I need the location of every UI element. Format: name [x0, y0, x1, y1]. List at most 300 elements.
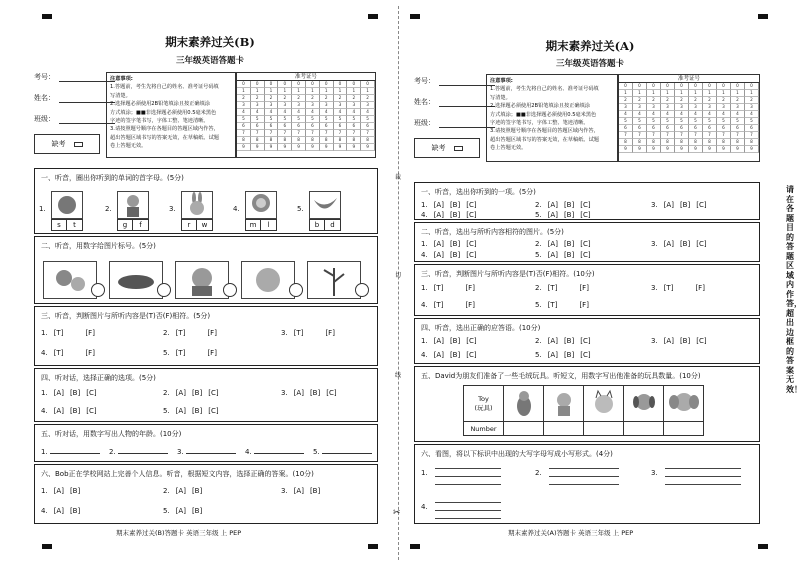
digit-bubble[interactable]: 4 — [306, 109, 320, 116]
digit-bubble[interactable]: 3 — [731, 104, 745, 111]
digit-bubble[interactable]: 9 — [619, 146, 633, 153]
digit-bubble[interactable]: 6 — [745, 125, 759, 132]
digit-bubble[interactable]: 0 — [633, 83, 647, 90]
notes-box: 注意事项: 1.答题前，考生先将自己的姓名、准考证号码填 写清楚。 2.选择题必须使用2B铅笔填涂且按正确填涂 方式填涂；■■非选择题必须使用0.5毫米黑色 字迹的签字笔书写，字体工整、笔迹清晰。 3.请按照题号顺序在各题目的答题区域内作答， 超出答题区域书写的答案无效，在草稿纸、试题 卷上答题无效。 — [486, 74, 618, 162]
digit-bubble[interactable]: 2 — [703, 97, 717, 104]
digit-bubble[interactable]: 3 — [320, 102, 334, 109]
digit-bubble[interactable]: 7 — [745, 132, 759, 139]
digit-bubble[interactable]: 7 — [675, 132, 689, 139]
abc-option[interactable]: 5. [A] [B] [C] — [535, 211, 591, 219]
digit-bubble[interactable]: 2 — [619, 97, 633, 104]
exam-no-field[interactable]: 考号： — [414, 76, 495, 86]
digit-bubble[interactable]: 8 — [278, 137, 292, 144]
digit-bubble[interactable]: 8 — [306, 137, 320, 144]
digit-bubble[interactable]: 3 — [361, 102, 375, 109]
digit-bubble[interactable]: 1 — [731, 90, 745, 97]
number-cell[interactable] — [504, 422, 544, 436]
digit-bubble[interactable]: 9 — [278, 144, 292, 151]
digit-bubble[interactable]: 6 — [689, 125, 703, 132]
digit-bubble[interactable]: 3 — [647, 104, 661, 111]
digit-bubble[interactable]: 2 — [251, 95, 265, 102]
digit-bubble[interactable]: 4 — [745, 111, 759, 118]
digit-bubble[interactable]: 7 — [633, 132, 647, 139]
digit-bubble[interactable]: 0 — [675, 83, 689, 90]
abc-option[interactable]: 4. [A] [B] [C] — [421, 351, 477, 359]
abc-option[interactable]: 1. [A] [B] [C] — [421, 337, 477, 345]
ab-option[interactable]: 3. [A] [B] — [281, 487, 321, 495]
digit-bubble[interactable]: 3 — [619, 104, 633, 111]
digit-bubble[interactable]: 0 — [251, 81, 265, 88]
digit-bubble[interactable]: 7 — [619, 132, 633, 139]
digit-bubble[interactable]: 5 — [675, 118, 689, 125]
digit-bubble[interactable]: 6 — [292, 123, 306, 130]
digit-bubble[interactable]: 2 — [717, 97, 731, 104]
digit-bubble[interactable]: 8 — [731, 139, 745, 146]
digit-bubble[interactable]: 1 — [619, 90, 633, 97]
digit-bubble[interactable]: 4 — [717, 111, 731, 118]
digit-bubble[interactable]: 9 — [265, 144, 279, 151]
digit-bubble[interactable]: 8 — [292, 137, 306, 144]
digit-bubble[interactable]: 6 — [265, 123, 279, 130]
letter-choice[interactable]: r w — [181, 219, 213, 231]
section-1: 一、听音，选出你听到的一项。(5分) 1. [A] [B] [C] 2. [A] [B] [C] 3. [A] [B] [C] 4. [A] [B] [C] 5. [A] [B] [C] — [414, 182, 760, 220]
digit-bubble[interactable]: 2 — [292, 95, 306, 102]
abc-option[interactable]: 5. [A] [B] [C] — [535, 351, 591, 359]
digit-bubble[interactable]: 7 — [237, 130, 251, 137]
digit-bubble[interactable]: 9 — [731, 146, 745, 153]
letter-choice[interactable]: m l — [245, 219, 277, 231]
digit-bubble[interactable]: 4 — [237, 109, 251, 116]
digit-bubble[interactable]: 8 — [661, 139, 675, 146]
digit-bubble[interactable]: 8 — [647, 139, 661, 146]
digit-bubble[interactable]: 2 — [647, 97, 661, 104]
number-cell[interactable] — [624, 422, 664, 436]
digit-bubble[interactable]: 5 — [647, 118, 661, 125]
digit-bubble[interactable]: 9 — [306, 144, 320, 151]
digit-bubble[interactable]: 0 — [347, 81, 361, 88]
section-2: 二、听音，选出与所听内容相符的图片。(5分) 1. [A] [B] [C] 2. [A] [B] [C] 3. [A] [B] [C] 4. [A] [B] [C] 5. [A] [B] [C] — [414, 222, 760, 262]
digit-bubble[interactable]: 6 — [731, 125, 745, 132]
digit-bubble[interactable]: 4 — [334, 109, 348, 116]
digit-bubble[interactable]: 2 — [265, 95, 279, 102]
section-4: 四、听音，选出正确的应答语。(10分) 1. [A] [B] [C] 2. [A] [B] [C] 3. [A] [B] [C] 4. [A] [B] [C] 5. [A] [B] [C] — [414, 318, 760, 364]
digit-bubble[interactable]: 9 — [251, 144, 265, 151]
digit-bubble[interactable]: 4 — [647, 111, 661, 118]
digit-bubble[interactable]: 8 — [265, 137, 279, 144]
digit-bubble[interactable]: 0 — [292, 81, 306, 88]
rabbit-image — [181, 191, 213, 219]
number-cell[interactable] — [664, 422, 704, 436]
digit-bubble[interactable]: 0 — [647, 83, 661, 90]
plant-image — [307, 261, 361, 299]
elephant-toy-image — [664, 386, 704, 422]
abc-option[interactable]: 4. [A] [B] [C] — [41, 407, 97, 415]
cut-label: 裁 — [395, 174, 402, 181]
age-blank[interactable]: 2. — [109, 447, 168, 456]
tf-option[interactable]: 3. [T] [F] — [281, 329, 335, 337]
digit-bubble[interactable]: 0 — [361, 81, 375, 88]
tf-option[interactable]: 1. [T] [F] — [421, 284, 475, 292]
tf-option[interactable]: 5. [T] [F] — [163, 349, 217, 357]
digit-bubble[interactable]: 0 — [745, 83, 759, 90]
digit-bubbles[interactable] — [619, 83, 759, 153]
digit-bubble[interactable]: 2 — [661, 97, 675, 104]
section-4: 四、听对话，选择正确的选项。(5分) 1. [A] [B] [C] 2. [A] [B] [C] 3. [A] [B] [C] 4. [A] [B] [C] 5. [A] [B] [C] — [34, 368, 378, 422]
digit-bubble[interactable]: 2 — [675, 97, 689, 104]
digit-bubble[interactable]: 1 — [334, 88, 348, 95]
digit-bubble[interactable]: 4 — [619, 111, 633, 118]
digit-bubble[interactable]: 8 — [633, 139, 647, 146]
digit-bubble[interactable]: 7 — [278, 130, 292, 137]
digit-bubble[interactable]: 1 — [361, 88, 375, 95]
digit-bubble[interactable]: 8 — [237, 137, 251, 144]
age-blank[interactable]: 4. — [245, 447, 304, 456]
digit-bubble[interactable]: 2 — [731, 97, 745, 104]
digit-bubble[interactable]: 5 — [251, 116, 265, 123]
abc-option[interactable]: 2. [A] [B] [C] — [535, 337, 591, 345]
digit-bubble[interactable]: 3 — [306, 102, 320, 109]
digit-bubble[interactable]: 1 — [278, 88, 292, 95]
digit-bubble[interactable]: 6 — [675, 125, 689, 132]
digit-bubble[interactable]: 5 — [703, 118, 717, 125]
digit-bubble[interactable]: 4 — [361, 109, 375, 116]
bird-image — [241, 261, 295, 299]
digit-bubble[interactable]: 0 — [265, 81, 279, 88]
abc-option[interactable]: 2. [A] [B] [C] — [163, 389, 219, 397]
digit-bubble[interactable]: 3 — [661, 104, 675, 111]
digit-bubble[interactable]: 5 — [633, 118, 647, 125]
digit-bubble[interactable]: 7 — [717, 132, 731, 139]
abc-option[interactable]: 1. [A] [B] [C] — [41, 389, 97, 397]
digit-bubble[interactable]: 0 — [320, 81, 334, 88]
digit-bubble[interactable]: 2 — [745, 97, 759, 104]
answer-sheet-b — [0, 0, 400, 566]
digit-bubble[interactable]: 1 — [265, 88, 279, 95]
digit-bubble[interactable]: 5 — [361, 116, 375, 123]
digit-bubble[interactable]: 2 — [633, 97, 647, 104]
abc-option[interactable]: 5. [A] [B] [C] — [163, 407, 219, 415]
digit-bubble[interactable]: 0 — [278, 81, 292, 88]
digit-bubble[interactable]: 3 — [717, 104, 731, 111]
abc-option[interactable]: 1. [A] [B] [C] — [421, 240, 477, 248]
digit-bubble[interactable]: 9 — [647, 146, 661, 153]
writing-lines[interactable] — [435, 463, 501, 487]
answer-circle[interactable] — [355, 283, 369, 297]
tf-option[interactable]: 2. [T] [F] — [535, 284, 589, 292]
exam-no-field[interactable]: 考号： — [34, 72, 115, 82]
digit-bubble[interactable]: 9 — [320, 144, 334, 151]
abc-option[interactable]: 3. [A] [B] [C] — [281, 389, 337, 397]
ab-option[interactable]: 2. [A] [B] — [163, 487, 203, 495]
abc-option[interactable]: 3. [A] [B] [C] — [651, 337, 707, 345]
digit-bubble[interactable]: 3 — [251, 102, 265, 109]
tf-option[interactable]: 5. [T] [F] — [535, 301, 589, 309]
digit-bubble[interactable]: 7 — [661, 132, 675, 139]
digit-bubble[interactable]: 6 — [278, 123, 292, 130]
abc-option[interactable]: 3. [A] [B] [C] — [651, 201, 707, 209]
digit-bubble[interactable]: 0 — [703, 83, 717, 90]
digit-bubble[interactable]: 9 — [347, 144, 361, 151]
digit-bubble[interactable]: 5 — [278, 116, 292, 123]
writing-lines[interactable] — [549, 463, 619, 487]
abc-option[interactable]: 3. [A] [B] [C] — [651, 240, 707, 248]
digit-bubble[interactable]: 6 — [251, 123, 265, 130]
digit-bubble[interactable]: 5 — [745, 118, 759, 125]
digit-bubble[interactable]: 7 — [265, 130, 279, 137]
digit-bubble[interactable]: 7 — [647, 132, 661, 139]
class-field[interactable]: 班级： — [34, 114, 115, 124]
digit-bubble[interactable]: 1 — [675, 90, 689, 97]
digit-bubble[interactable]: 2 — [689, 97, 703, 104]
digit-bubble[interactable]: 0 — [689, 83, 703, 90]
digit-bubble[interactable]: 0 — [237, 81, 251, 88]
girl-image — [117, 191, 149, 219]
digit-bubble[interactable]: 7 — [689, 132, 703, 139]
writing-lines[interactable] — [435, 497, 501, 521]
digit-bubble[interactable]: 4 — [278, 109, 292, 116]
digit-bubble[interactable]: 5 — [237, 116, 251, 123]
digit-bubble[interactable]: 3 — [292, 102, 306, 109]
class-field[interactable]: 班级： — [414, 118, 495, 128]
ab-option[interactable]: 1. [A] [B] — [41, 487, 81, 495]
digit-bubble[interactable]: 8 — [689, 139, 703, 146]
age-blank[interactable]: 3. — [177, 447, 236, 456]
digit-bubble[interactable]: 1 — [661, 90, 675, 97]
answer-circle[interactable] — [91, 283, 105, 297]
digit-bubble[interactable]: 9 — [292, 144, 306, 151]
abc-option[interactable]: 2. [A] [B] [C] — [535, 240, 591, 248]
answer-circle[interactable] — [223, 283, 237, 297]
digit-bubble[interactable]: 6 — [334, 123, 348, 130]
tf-option[interactable]: 4. [T] [F] — [41, 349, 95, 357]
digit-bubble[interactable]: 6 — [347, 123, 361, 130]
digit-bubble[interactable]: 5 — [306, 116, 320, 123]
digit-bubble[interactable]: 5 — [661, 118, 675, 125]
digit-bubble[interactable]: 8 — [703, 139, 717, 146]
digit-bubble[interactable]: 6 — [361, 123, 375, 130]
abc-option[interactable]: 5. [A] [B] [C] — [535, 251, 591, 259]
exam-number-grid[interactable]: 准考证号 0 0 0 0 0 0 0 0 0 0 1 1 1 1 1 1 1 1 1 1 2 2 2 2 2 2 2 2 2 2 3 3 3 3 3 3 3 3 3 3 4 4 4 4 4 4 4 4 4 4 5 5 5 5 5 5 5 5 5 5 6 6 6 6 6 6 6 6 6 6 7 7 7 7 7 7 7 7 7 7 8 8 8 8 8 8 8 8 8 8 9 9 9 9 9 9 9 9 9 9 — [236, 72, 376, 158]
digit-bubble[interactable]: 5 — [689, 118, 703, 125]
digit-bubble[interactable]: 4 — [731, 111, 745, 118]
abc-option[interactable]: 1. [A] [B] [C] — [421, 201, 477, 209]
digit-bubble[interactable]: 2 — [278, 95, 292, 102]
digit-bubble[interactable]: 4 — [292, 109, 306, 116]
banana-image — [309, 191, 341, 219]
digit-bubble[interactable]: 5 — [717, 118, 731, 125]
digit-bubble[interactable]: 6 — [703, 125, 717, 132]
digit-bubble[interactable]: 3 — [237, 102, 251, 109]
digit-bubble[interactable]: 9 — [661, 146, 675, 153]
digit-bubble[interactable]: 8 — [675, 139, 689, 146]
digit-bubble[interactable]: 4 — [661, 111, 675, 118]
digit-bubble[interactable]: 4 — [703, 111, 717, 118]
exam-number-grid[interactable]: 准考证号 0 0 0 0 0 0 0 0 0 0 1 1 1 1 1 1 1 1 1 1 2 2 2 2 2 2 2 2 2 2 3 3 3 3 3 3 3 3 3 3 4 4 4 4 4 4 4 4 4 4 5 5 5 5 5 5 5 5 5 5 6 6 6 6 6 6 6 6 6 6 7 7 7 7 7 7 7 7 7 7 8 8 8 8 8 8 8 8 8 8 9 9 9 9 9 9 9 9 9 9 — [618, 74, 760, 162]
age-blank[interactable]: 1. — [41, 447, 100, 456]
digit-bubble[interactable]: 5 — [292, 116, 306, 123]
digit-bubble[interactable]: 2 — [306, 95, 320, 102]
digit-bubble[interactable]: 4 — [320, 109, 334, 116]
digit-bubble[interactable]: 2 — [334, 95, 348, 102]
digit-bubble[interactable]: 8 — [334, 137, 348, 144]
age-blank[interactable]: 5. — [313, 447, 372, 456]
digit-bubble[interactable]: 9 — [237, 144, 251, 151]
digit-bubbles[interactable] — [237, 81, 375, 151]
digit-bubble[interactable]: 3 — [689, 104, 703, 111]
answer-circle[interactable] — [157, 283, 171, 297]
digit-bubble[interactable]: 3 — [265, 102, 279, 109]
ab-option[interactable]: 4. [A] [B] — [41, 507, 81, 515]
sheet-subtitle: 三年级英语答题卡 — [555, 59, 624, 69]
digit-bubble[interactable]: 9 — [689, 146, 703, 153]
digit-bubble[interactable]: 3 — [675, 104, 689, 111]
digit-bubble[interactable]: 5 — [265, 116, 279, 123]
absent-checkbox[interactable]: 缺考 — [34, 134, 100, 154]
name-field[interactable]: 姓名： — [414, 97, 495, 107]
ab-option[interactable]: 5. [A] [B] — [163, 507, 203, 515]
digit-bubble[interactable]: 7 — [320, 130, 334, 137]
digit-bubble[interactable]: 9 — [745, 146, 759, 153]
digit-bubble[interactable]: 6 — [237, 123, 251, 130]
digit-bubble[interactable]: 1 — [347, 88, 361, 95]
digit-bubble[interactable]: 0 — [619, 83, 633, 90]
digit-bubble[interactable]: 1 — [251, 88, 265, 95]
digit-bubble[interactable]: 5 — [320, 116, 334, 123]
digit-bubble[interactable]: 5 — [347, 116, 361, 123]
absent-checkbox[interactable]: 缺考 — [414, 138, 480, 158]
footer: 期末素养过关(A)答题卡 英语三年级 上 PEP — [508, 529, 634, 537]
digit-bubble[interactable]: 9 — [334, 144, 348, 151]
digit-bubble[interactable]: 6 — [717, 125, 731, 132]
section-2: 二、听音，用数字给图片标号。(5分) — [34, 236, 378, 304]
digit-bubble[interactable]: 4 — [689, 111, 703, 118]
footer: 期末素养过关(B)答题卡 英语三年级 上 PEP — [116, 529, 242, 537]
digit-bubble[interactable]: 1 — [647, 90, 661, 97]
digit-bubble[interactable]: 4 — [675, 111, 689, 118]
digit-bubble[interactable]: 6 — [633, 125, 647, 132]
letter-choice[interactable]: b d — [309, 219, 341, 231]
digit-bubble[interactable]: 4 — [633, 111, 647, 118]
digit-bubble[interactable]: 1 — [320, 88, 334, 95]
dog-toy-image — [624, 386, 664, 422]
digit-bubble[interactable]: 2 — [347, 95, 361, 102]
digit-bubble[interactable]: 5 — [731, 118, 745, 125]
digit-bubble[interactable]: 8 — [745, 139, 759, 146]
answer-sheet-a — [400, 0, 800, 566]
digit-bubble[interactable]: 5 — [334, 116, 348, 123]
digit-bubble[interactable]: 3 — [278, 102, 292, 109]
section-6: 六、Bob正在学校网站上完善个人信息。听音，根据短文内容，选择正确的答案。(10分) 1. [A] [B] 2. [A] [B] 3. [A] [B] 4. [A] [B] 5. [A] [B] — [34, 464, 378, 524]
digit-bubble[interactable]: 0 — [661, 83, 675, 90]
digit-bubble[interactable]: 6 — [619, 125, 633, 132]
toy-table: Toy (玩具) Number — [463, 385, 704, 436]
digit-bubble[interactable]: 0 — [334, 81, 348, 88]
digit-bubble[interactable]: 8 — [619, 139, 633, 146]
tf-option[interactable]: 3. [T] [F] — [651, 284, 705, 292]
digit-bubble[interactable]: 3 — [347, 102, 361, 109]
bear-toy-image — [544, 386, 584, 422]
digit-bubble[interactable]: 2 — [237, 95, 251, 102]
tf-option[interactable]: 4. [T] [F] — [421, 301, 475, 309]
digit-bubble[interactable]: 6 — [306, 123, 320, 130]
section-5: 五、听对话，用数字写出人物的年龄。(10分) 1. 2. 3. 4. 5. — [34, 424, 378, 462]
digit-bubble[interactable]: 0 — [306, 81, 320, 88]
section-1: 一、听音，圈出你听到的单词的首字母。(5分) 1. s t 2. g f 3. r w 4. m l 5. b d — [34, 168, 378, 234]
digit-bubble[interactable]: 4 — [251, 109, 265, 116]
digit-bubble[interactable]: 2 — [320, 95, 334, 102]
sheet-title: 期末素养过关(A) — [545, 39, 635, 53]
abc-option[interactable]: 2. [A] [B] [C] — [535, 201, 591, 209]
digit-bubble[interactable]: 8 — [347, 137, 361, 144]
tf-option[interactable]: 1. [T] [F] — [41, 329, 95, 337]
digit-bubble[interactable]: 8 — [361, 137, 375, 144]
digit-bubble[interactable]: 9 — [703, 146, 717, 153]
answer-circle[interactable] — [289, 283, 303, 297]
abc-option[interactable]: 4. [A] [B] [C] — [421, 211, 477, 219]
number-cell[interactable] — [544, 422, 584, 436]
name-field[interactable]: 姓名： — [34, 93, 115, 103]
digit-bubble[interactable]: 4 — [265, 109, 279, 116]
digit-bubble[interactable]: 1 — [703, 90, 717, 97]
digit-bubble[interactable]: 7 — [731, 132, 745, 139]
digit-bubble[interactable]: 9 — [675, 146, 689, 153]
digit-bubble[interactable]: 1 — [633, 90, 647, 97]
tf-option[interactable]: 2. [T] [F] — [163, 329, 217, 337]
digit-bubble[interactable]: 7 — [703, 132, 717, 139]
digit-bubble[interactable]: 2 — [361, 95, 375, 102]
digit-bubble[interactable]: 8 — [251, 137, 265, 144]
digit-bubble[interactable]: 1 — [745, 90, 759, 97]
letter-choice[interactable]: s t — [51, 219, 83, 231]
digit-bubble[interactable]: 8 — [717, 139, 731, 146]
digit-bubble[interactable]: 3 — [745, 104, 759, 111]
digit-bubble[interactable]: 9 — [717, 146, 731, 153]
digit-bubble[interactable]: 1 — [689, 90, 703, 97]
scissors-icon: ✂ — [393, 508, 401, 518]
digit-bubble[interactable]: 8 — [320, 137, 334, 144]
section-6: 六、看图，将以下标识中出现的大写字母写成小写形式。(4分) 1. 2. 3. 4. — [414, 444, 760, 524]
digit-bubble[interactable]: 7 — [292, 130, 306, 137]
digit-bubble[interactable]: 3 — [334, 102, 348, 109]
digit-bubble[interactable]: 7 — [347, 130, 361, 137]
digit-bubble[interactable]: 6 — [661, 125, 675, 132]
writing-lines[interactable] — [665, 463, 741, 487]
digit-bubble[interactable]: 7 — [306, 130, 320, 137]
digit-bubble[interactable]: 1 — [292, 88, 306, 95]
letter-choice[interactable]: g f — [117, 219, 149, 231]
digit-bubble[interactable]: 0 — [731, 83, 745, 90]
cut-label: 线 — [395, 372, 402, 379]
digit-bubble[interactable]: 4 — [347, 109, 361, 116]
digit-bubble[interactable]: 1 — [306, 88, 320, 95]
abc-option[interactable]: 4. [A] [B] [C] — [421, 251, 477, 259]
digit-bubble[interactable]: 7 — [251, 130, 265, 137]
digit-bubble[interactable]: 0 — [717, 83, 731, 90]
digit-bubble[interactable]: 7 — [334, 130, 348, 137]
digit-bubble[interactable]: 9 — [633, 146, 647, 153]
digit-bubble[interactable]: 3 — [633, 104, 647, 111]
digit-bubble[interactable]: 7 — [361, 130, 375, 137]
digit-bubble[interactable]: 5 — [619, 118, 633, 125]
number-cell[interactable] — [584, 422, 624, 436]
digit-bubble[interactable]: 3 — [703, 104, 717, 111]
digit-bubble[interactable]: 9 — [361, 144, 375, 151]
digit-bubble[interactable]: 1 — [237, 88, 251, 95]
digit-bubble[interactable]: 1 — [717, 90, 731, 97]
digit-bubble[interactable]: 6 — [647, 125, 661, 132]
digit-bubble[interactable]: 6 — [320, 123, 334, 130]
tiger-image — [109, 261, 163, 299]
